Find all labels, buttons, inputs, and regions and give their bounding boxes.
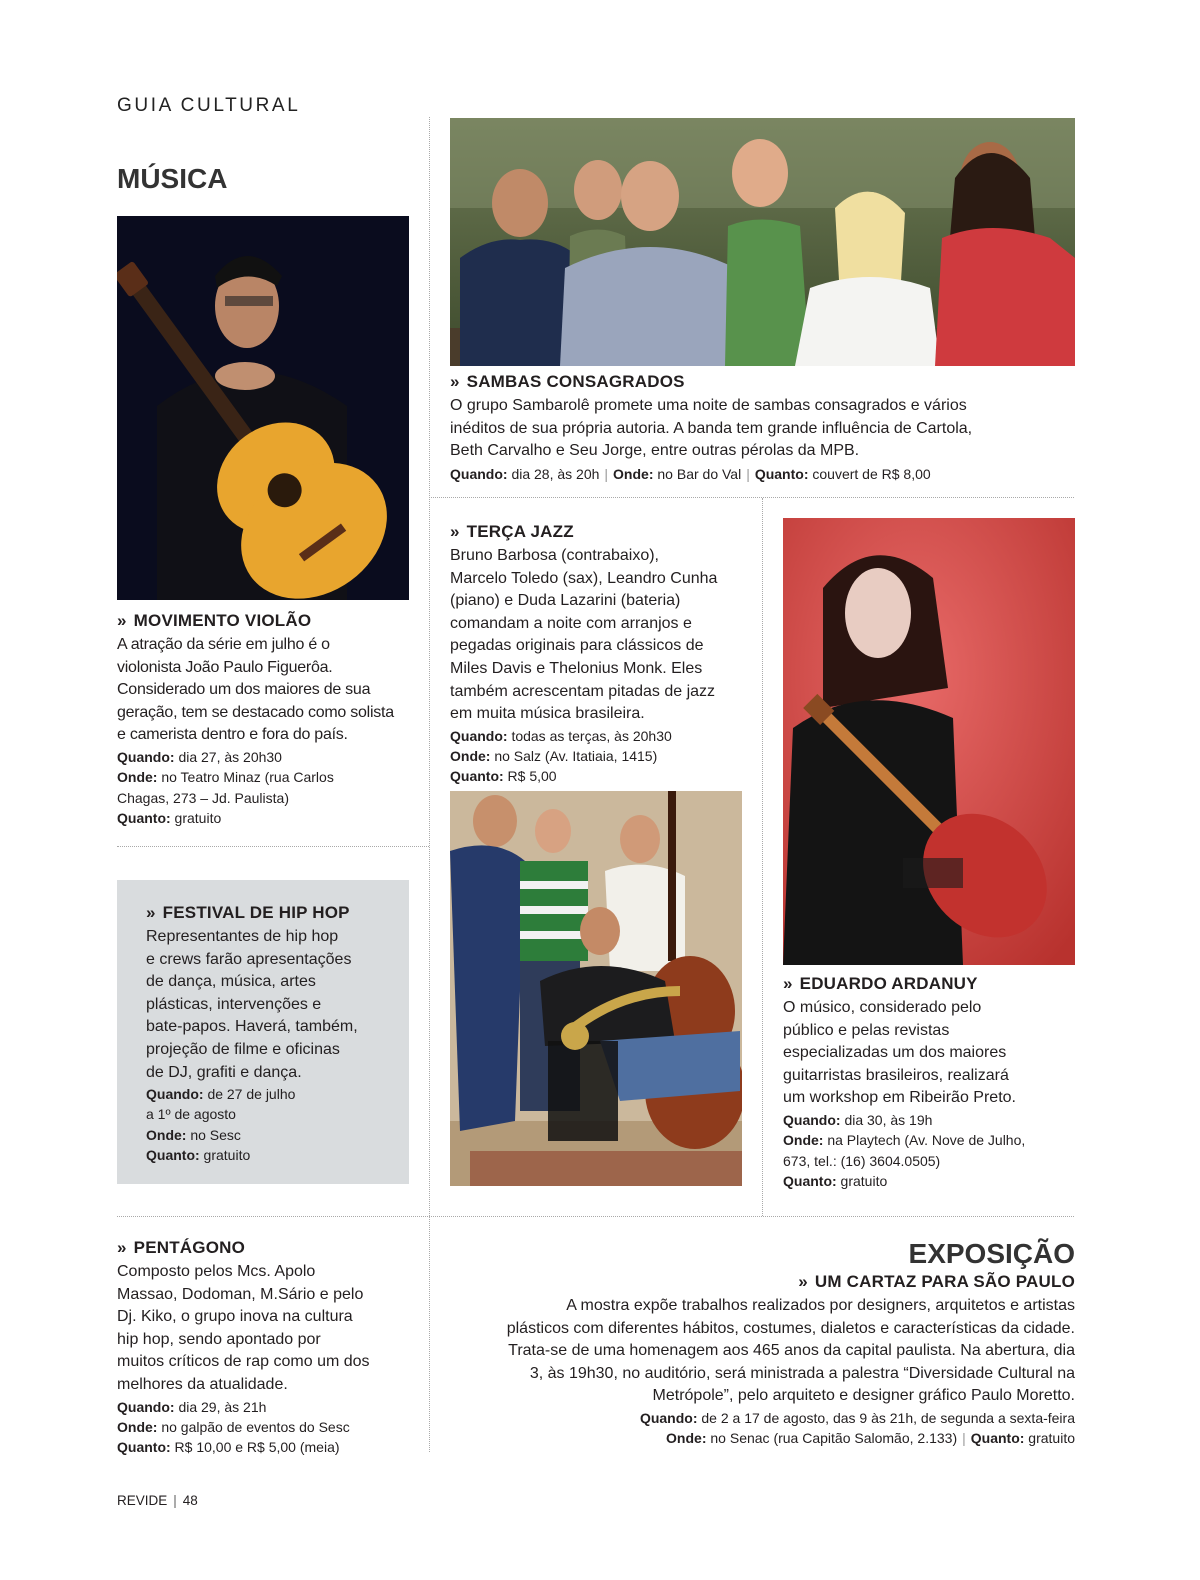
article-pentagono [117, 1238, 422, 1457]
body-line: O grupo Sambarolê promete uma noite de sambas consagrados e vários [450, 397, 967, 414]
article-violao-title-text: MOVIMENTO VIOLÃO [133, 611, 312, 630]
page-footer [117, 1493, 198, 1508]
violao-guitarist-photo [117, 216, 409, 600]
separator: | [962, 1430, 966, 1447]
article-pentagono-title [117, 1238, 422, 1258]
article-violao-title [117, 611, 417, 631]
where-value: 673, tel.: (16) 3604.0505) [783, 1152, 941, 1169]
when-value: dia 27, às 20h30 [178, 748, 282, 765]
when-value: de 27 de julho [207, 1086, 296, 1103]
body-line: (piano) e Duda Lazarini (bateria) [450, 592, 681, 610]
article-exposicao-title-text: UM CARTAZ PARA SÃO PAULO [814, 1272, 1075, 1291]
body-line: de dança, música, artes [146, 973, 316, 991]
article-jazz-info [450, 726, 750, 787]
article-eduardo-info [783, 1110, 1083, 1191]
sambarole-group-photo [450, 118, 1075, 366]
body-line: Dj. Kiko, o grupo inova na cultura [117, 1308, 353, 1326]
exposicao-section-title: EXPOSIÇÃO [908, 1238, 1075, 1269]
article-jazz-title [450, 522, 750, 542]
article-jazz [450, 522, 750, 787]
body-line: pegadas originais para clássicos de [450, 637, 704, 655]
magazine-name: REVIDE [117, 1493, 168, 1508]
where-label: Onde: [783, 1132, 824, 1149]
where-value: no Sesc [190, 1126, 241, 1143]
body-line: plásticas, intervenções e [146, 995, 322, 1013]
where-label: Onde: [117, 1418, 158, 1435]
when-value: todas as terças, às 20h30 [511, 727, 672, 744]
article-eduardo-title-text: EDUARDO ARDANUY [799, 974, 978, 993]
when-label: Quando: [639, 1409, 698, 1426]
page-title: MÚSICA [117, 163, 228, 194]
body-line: Bruno Barbosa (contrabaixo), [450, 547, 659, 564]
article-violao-info [117, 747, 417, 828]
price-label: Quanto: [970, 1430, 1025, 1447]
body-line: Composto pelos Mcs. Apolo [117, 1263, 316, 1280]
separator: | [173, 1493, 177, 1508]
when-label: Quando: [450, 727, 508, 744]
where-value: no Teatro Minaz (rua Carlos [161, 769, 334, 786]
where-value: no Salz (Av. Itatiaia, 1415) [494, 748, 658, 765]
when-label: Quando: [783, 1111, 841, 1128]
when-label: Quando: [450, 465, 508, 482]
separator: | [604, 465, 609, 482]
body-line: inéditos de sua própria autoria. A banda tem grande influência de Cartola, [450, 419, 973, 437]
article-hiphop-info [146, 1084, 406, 1165]
when-label: Quando: [146, 1086, 204, 1103]
chevron-icon: » [798, 1272, 808, 1291]
article-exposicao-info [440, 1408, 1075, 1449]
article-sambas-title-text: SAMBAS CONSAGRADOS [466, 372, 685, 391]
when-value: dia 29, às 21h [178, 1398, 267, 1415]
price-label: Quanto: [754, 465, 809, 482]
body-line: Representantes de hip hop [146, 928, 339, 945]
price-label: Quanto: [450, 768, 504, 785]
separator: | [746, 465, 750, 482]
body-line: muitos críticos de rap como um dos [117, 1353, 370, 1371]
jazz-quartet-photo [450, 791, 742, 1186]
where-value: no galpão de eventos do Sesc [161, 1418, 350, 1435]
body-line: melhores da atualidade. [117, 1375, 288, 1393]
where-label: Onde: [146, 1126, 187, 1143]
price-value: gratuito [840, 1172, 888, 1189]
body-line: e camerista dentro e fora do país. [117, 726, 348, 744]
where-value: na Playtech (Av. Nove de Julho, [827, 1132, 1026, 1149]
body-line: também acrescentam pitadas de jazz [450, 682, 716, 700]
article-hiphop-body [146, 926, 406, 1084]
when-value: a 1º de agosto [146, 1106, 236, 1123]
body-line: e crews farão apresentações [146, 950, 352, 968]
article-hiphop-title [146, 903, 406, 923]
price-value: couvert de R$ 8,00 [812, 465, 931, 482]
price-value: gratuito [203, 1147, 251, 1164]
article-pentagono-info [117, 1397, 422, 1458]
divider-above-bottom-row [117, 1216, 1074, 1217]
chevron-icon: » [450, 522, 460, 541]
article-exposicao-title [440, 1272, 1075, 1292]
price-value: R$ 5,00 [507, 768, 557, 785]
where-value: no Senac (rua Capitão Salomão, 2.133) [710, 1430, 958, 1447]
article-violao [117, 611, 417, 828]
where-label: Onde: [450, 748, 491, 765]
body-line: A atração da série em julho é o [117, 636, 330, 653]
body-line: guitarristas brasileiros, realizará [783, 1066, 1009, 1084]
article-jazz-title-text: TERÇA JAZZ [466, 522, 574, 541]
eduardo-ardanuy-photo [783, 518, 1075, 965]
article-violao-body [117, 634, 417, 747]
chevron-icon: » [450, 372, 460, 391]
article-pentagono-title-text: PENTÁGONO [133, 1238, 246, 1257]
chevron-icon: » [783, 974, 793, 993]
where-value: Chagas, 273 – Jd. Paulista) [117, 789, 289, 806]
price-value: gratuito [174, 809, 222, 826]
body-line: Beth Carvalho e Seu Jorge, entre outras pérolas da MPB. [450, 442, 860, 460]
body-line: projeção de filme e oficinas [146, 1040, 340, 1058]
article-hiphop-title-text: FESTIVAL DE HIP HOP [162, 903, 350, 922]
page-number: 48 [182, 1493, 198, 1508]
body-line: Metrópole”, pelo arquiteto e designer gráfico Paulo Moretto. [652, 1387, 1075, 1405]
price-label: Quanto: [117, 809, 171, 826]
divider-under-sambas [429, 497, 1074, 498]
article-exposicao-body [440, 1295, 1075, 1408]
article-jazz-body [450, 545, 750, 726]
price-value: gratuito [1028, 1430, 1075, 1447]
where-label: Onde: [613, 465, 654, 482]
when-label: Quando: [117, 1398, 175, 1415]
body-line: de DJ, grafiti e dança. [146, 1063, 302, 1081]
body-line: Massao, Dodoman, M.Sário e pelo [117, 1285, 364, 1303]
body-line: em muita música brasileira. [450, 705, 645, 723]
price-value: R$ 10,00 e R$ 5,00 (meia) [174, 1439, 340, 1456]
article-sambas [450, 372, 1075, 484]
chevron-icon: » [117, 611, 127, 630]
where-label: Onde: [666, 1430, 707, 1447]
chevron-icon: » [146, 903, 156, 922]
article-sambas-info [450, 464, 1075, 484]
article-exposicao [440, 1238, 1075, 1449]
when-label: Quando: [117, 748, 175, 765]
article-hiphop [146, 903, 406, 1165]
price-label: Quanto: [783, 1172, 837, 1189]
body-line: A mostra expõe trabalhos realizados por designers, arquitetos e artistas [566, 1297, 1075, 1314]
column-divider-left [429, 117, 430, 1452]
body-line: plásticos com diferentes hábitos, costumes, dialetos e características da cidade. [506, 1319, 1075, 1337]
when-value: de 2 a 17 de agosto, das 9 às 21h, de segunda a sexta-feira [701, 1409, 1075, 1426]
body-line: um workshop em Ribeirão Preto. [783, 1089, 1016, 1107]
body-line: geração, tem se destacado como solista [117, 703, 394, 721]
chevron-icon: » [117, 1238, 127, 1257]
article-sambas-title [450, 372, 1075, 392]
body-line: Trata-se de uma homenagem aos 465 anos da capital paulista. Na abertura, dia [508, 1342, 1075, 1360]
price-label: Quanto: [117, 1439, 171, 1456]
article-eduardo [783, 974, 1083, 1191]
body-line: 3, às 19h30, no auditório, será ministrada a palestra “Diversidade Cultural na [529, 1364, 1075, 1382]
article-eduardo-title [783, 974, 1083, 994]
article-sambas-body [450, 395, 1075, 463]
body-line: Marcelo Toledo (sax), Leandro Cunha [450, 569, 718, 587]
price-label: Quanto: [146, 1147, 200, 1164]
column-divider-right [762, 498, 763, 1216]
when-value: dia 30, às 19h [844, 1111, 933, 1128]
body-line: hip hop, sendo apontado por [117, 1330, 321, 1348]
body-line: O músico, considerado pelo [783, 999, 982, 1016]
body-line: público e pelas revistas [783, 1021, 950, 1039]
body-line: comandam a noite com arranjos e [450, 614, 692, 632]
where-label: Onde: [117, 769, 158, 786]
body-line: violonista João Paulo Figuerôa. [117, 658, 333, 676]
body-line: Considerado um dos maiores de sua [117, 681, 371, 699]
section-label: GUIA CULTURAL [117, 95, 301, 116]
body-line: bate-papos. Haverá, também, [146, 1018, 358, 1036]
divider-under-violao [117, 846, 429, 847]
where-value: no Bar do Val [657, 465, 742, 482]
when-value: dia 28, às 20h [511, 465, 600, 482]
article-eduardo-body [783, 997, 1083, 1110]
body-line: especializadas um dos maiores [783, 1044, 1007, 1062]
body-line: Miles Davis e Thelonius Monk. Eles [450, 659, 703, 677]
article-pentagono-body [117, 1261, 422, 1397]
